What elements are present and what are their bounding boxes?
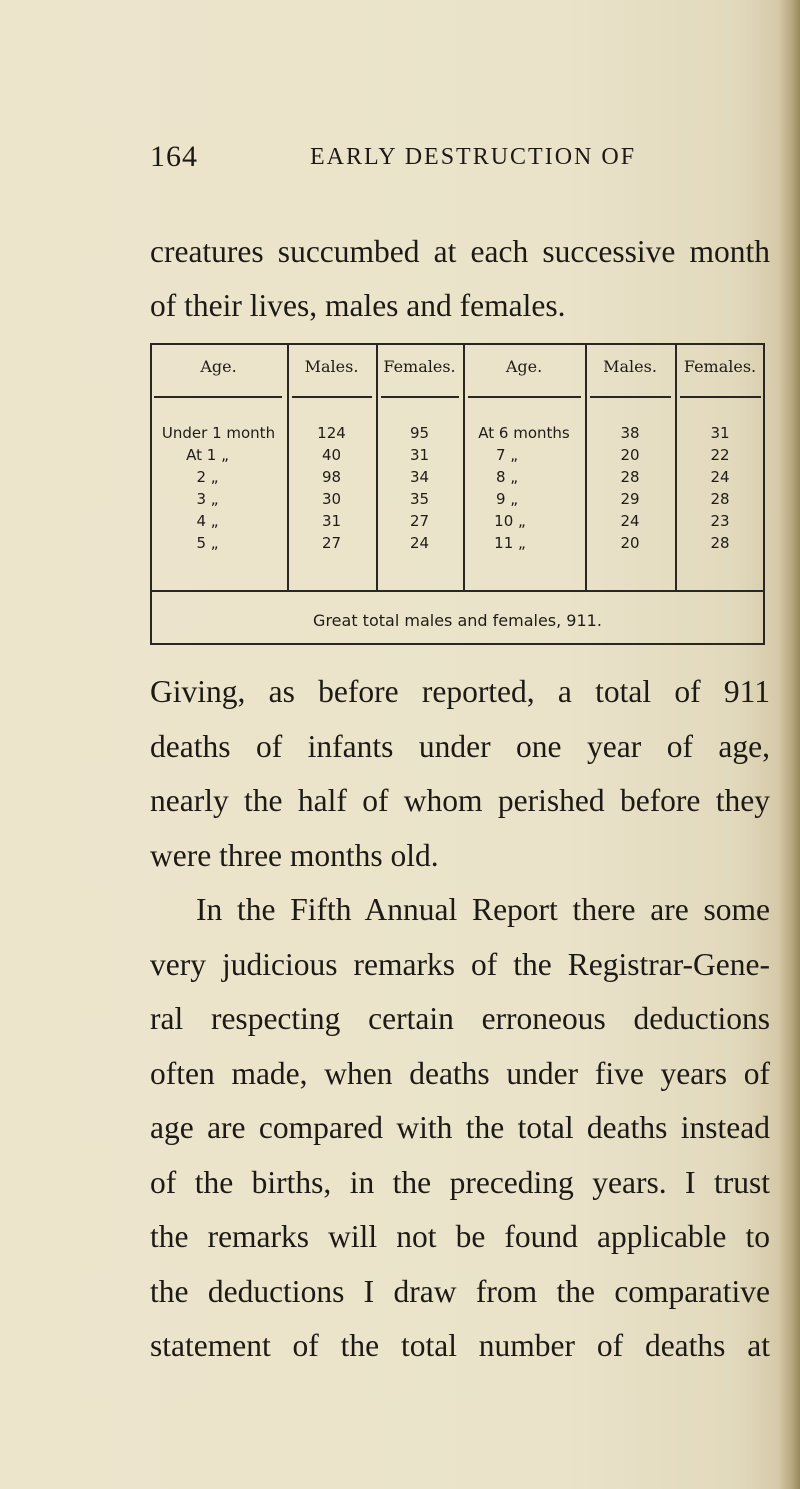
table-cell-females: 95: [409, 424, 430, 442]
table-cell-males: 27: [321, 534, 342, 552]
text-line: ral respecting certain erroneous deductions: [150, 1001, 770, 1036]
table-cell-age: 11 „: [494, 534, 526, 552]
table-cell-males: 24: [620, 512, 640, 530]
text-line: statement of the total number of deaths at: [150, 1328, 770, 1363]
table-total: Great total males and females, 911.: [313, 611, 602, 630]
header-rule: [680, 396, 761, 398]
header-rule: [292, 396, 372, 398]
table-cell-males: 30: [321, 490, 342, 508]
text-line: deaths of infants under one year of age,: [150, 728, 770, 764]
table-cell-males: 40: [321, 446, 342, 464]
text-line: In the Fifth Annual Report there are some: [196, 892, 770, 927]
table-cell-males: 28: [620, 468, 640, 486]
table-cell-age: 2 „: [196, 468, 219, 486]
table-cell-females: 28: [710, 534, 730, 552]
text-line: were three months old.: [150, 837, 439, 873]
text-line: very judicious remarks of the Registrar-Gene-: [150, 946, 770, 982]
column-header-males: Males.: [603, 357, 657, 376]
column-header-age: Age.: [200, 357, 237, 376]
table-cell-males: 20: [620, 446, 640, 464]
table-cell-age: 3 „: [196, 490, 219, 508]
table-cell-males: 124: [317, 424, 346, 442]
column-header-males: Males.: [304, 357, 359, 376]
table-cell-females: 35: [409, 490, 430, 508]
table-cell-males: 31: [321, 512, 342, 530]
page-number: 164: [150, 140, 198, 173]
table-cell-females: 34: [409, 468, 430, 486]
paragraph: [150, 665, 770, 883]
body-text: [150, 665, 770, 1374]
text-line: Giving, as before reported, a total of 911: [150, 674, 770, 709]
table-cell-females: 28: [710, 490, 730, 508]
table-cell-age: 5 „: [196, 534, 219, 552]
table-cell-females: 31: [409, 446, 430, 464]
table-cell-age: Under 1 month: [161, 424, 276, 442]
header-rule: [154, 396, 282, 398]
table-total-rule: [150, 590, 765, 592]
text-line: of the births, in the preceding years. I trust: [150, 1164, 770, 1200]
column-header-age: Age.: [505, 357, 543, 376]
table-cell-females: 27: [409, 512, 430, 530]
table-cell-males: 20: [620, 534, 640, 552]
table-cell-females: 23: [710, 512, 730, 530]
page-edge-shadow: [778, 0, 800, 1489]
table-cell-age: 4 „: [196, 512, 219, 530]
text-line: creatures succumbed at each successive month: [150, 234, 770, 269]
text-line: of their lives, males and females.: [150, 288, 566, 323]
table-cell-females: 24: [710, 468, 730, 486]
table-cell-age: 7 „: [495, 446, 519, 464]
table-cell-males: 29: [620, 490, 640, 508]
mortality-table: [150, 343, 765, 645]
header-rule: [468, 396, 581, 398]
paragraph: [150, 883, 770, 1374]
table-cell-females: 22: [710, 446, 730, 464]
table-cell-males: 38: [620, 424, 640, 442]
table-cell-age: 10 „: [494, 512, 526, 530]
intro-text: [150, 225, 770, 333]
running-header: [150, 140, 750, 180]
table-bottom-rule: [150, 643, 765, 645]
table-cell-age: 8 „: [495, 468, 519, 486]
table-top-rule: [150, 343, 765, 345]
table-cell-females: 24: [409, 534, 430, 552]
column-header-females: Females.: [683, 357, 757, 376]
table-cell-age: 9 „: [495, 490, 519, 508]
text-line: the deductions I draw from the comparative: [150, 1273, 770, 1309]
text-line: age are compared with the total deaths instead: [150, 1110, 770, 1145]
table-cell-age: At 1 „: [186, 446, 229, 464]
text-line: the remarks will not be found applicable to: [150, 1219, 770, 1254]
table-cell-males: 98: [321, 468, 342, 486]
running-title: EARLY DESTRUCTION OF: [310, 144, 637, 170]
text-line: nearly the half of whom perished before they: [150, 783, 770, 818]
table-cell-females: 31: [710, 424, 730, 442]
header-rule: [590, 396, 671, 398]
column-header-females: Females.: [383, 357, 456, 376]
text-line: often made, when deaths under five years of: [150, 1055, 770, 1091]
table-cell-age: At 6 months: [478, 424, 570, 442]
header-rule: [381, 396, 459, 398]
